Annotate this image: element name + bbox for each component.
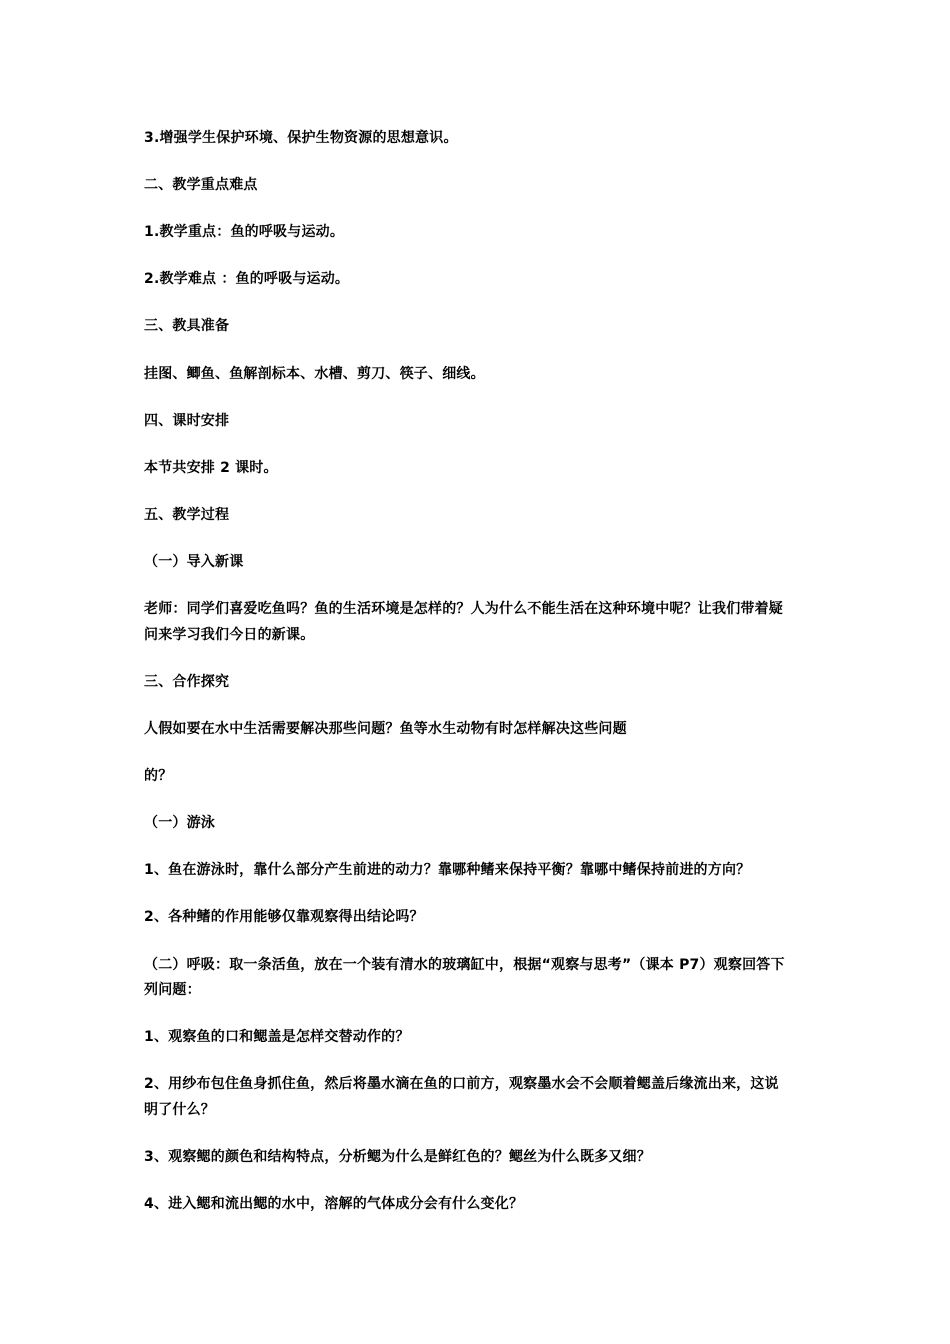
section-heading-key-points: 二、教学重点难点 — [144, 177, 258, 193]
subheading-introduction: （一）导入新课 — [144, 554, 244, 570]
section-heading-process: 五、教学过程 — [144, 507, 230, 523]
objective-3: 3.增强学生保护环境、保护生物资源的思想意识。 — [144, 130, 458, 146]
breathing-question-4: 4、进入鳃和流出鳃的水中，溶解的气体成分会有什么变化？ — [144, 1196, 524, 1212]
breathing-question-2-line-1: 2、用纱布包住鱼身抓住鱼，然后将墨水滴在鱼的口前方，观察墨水会不会顺着鳃盖后缘流出来，这说 — [144, 1076, 779, 1092]
teacher-question-line-1: 老师：同学们喜爱吃鱼吗？鱼的生活环境是怎样的？人为什么不能生活在这种环境中呢？让我们带着疑 — [144, 601, 783, 617]
key-point: 1.教学重点：鱼的呼吸与运动。 — [144, 224, 345, 240]
materials-list: 挂图、鲫鱼、鱼解剖标本、水槽、剪刀、筷子、细线。 — [144, 366, 485, 382]
teacher-question-line-2: 问来学习我们今日的新课。 — [144, 627, 315, 643]
breathing-question-3: 3、观察鳃的颜色和结构特点，分析鳃为什么是鲜红色的？鳃丝为什么既多又细？ — [144, 1149, 651, 1165]
breathing-question-1: 1、观察鱼的口和鳃盖是怎样交替动作的？ — [144, 1029, 410, 1045]
breathing-question-2-line-2: 明了什么？ — [144, 1102, 215, 1118]
section-heading-schedule: 四、课时安排 — [144, 413, 230, 429]
section-heading-materials: 三、教具准备 — [144, 318, 230, 334]
swimming-question-1: 1、鱼在游泳时，靠什么部分产生前进的动力？靠哪种鳍来保持平衡？靠哪中鳍保持前进的方向？ — [144, 862, 751, 878]
subheading-swimming: （一）游泳 — [144, 815, 215, 831]
section-heading-cooperation: 三、合作探究 — [144, 674, 230, 690]
inquiry-question-line-1: 人假如要在水中生活需要解决那些问题？鱼等水生动物有时怎样解决这些问题 — [144, 721, 627, 737]
breathing-intro-line-2: 列问题： — [144, 982, 201, 998]
inquiry-question-line-2: 的？ — [144, 768, 173, 784]
breathing-intro-line-1: （二）呼吸：取一条活鱼，放在一个装有清水的玻璃缸中，根据“观察与思考”（课本 P7）观察回答下 — [144, 957, 785, 973]
swimming-question-2: 2、各种鳍的作用能够仅靠观察得出结论吗？ — [144, 909, 424, 925]
schedule-text: 本节共安排 2 课时。 — [144, 460, 278, 476]
difficult-point: 2.教学难点 ：鱼的呼吸与运动。 — [144, 271, 350, 287]
